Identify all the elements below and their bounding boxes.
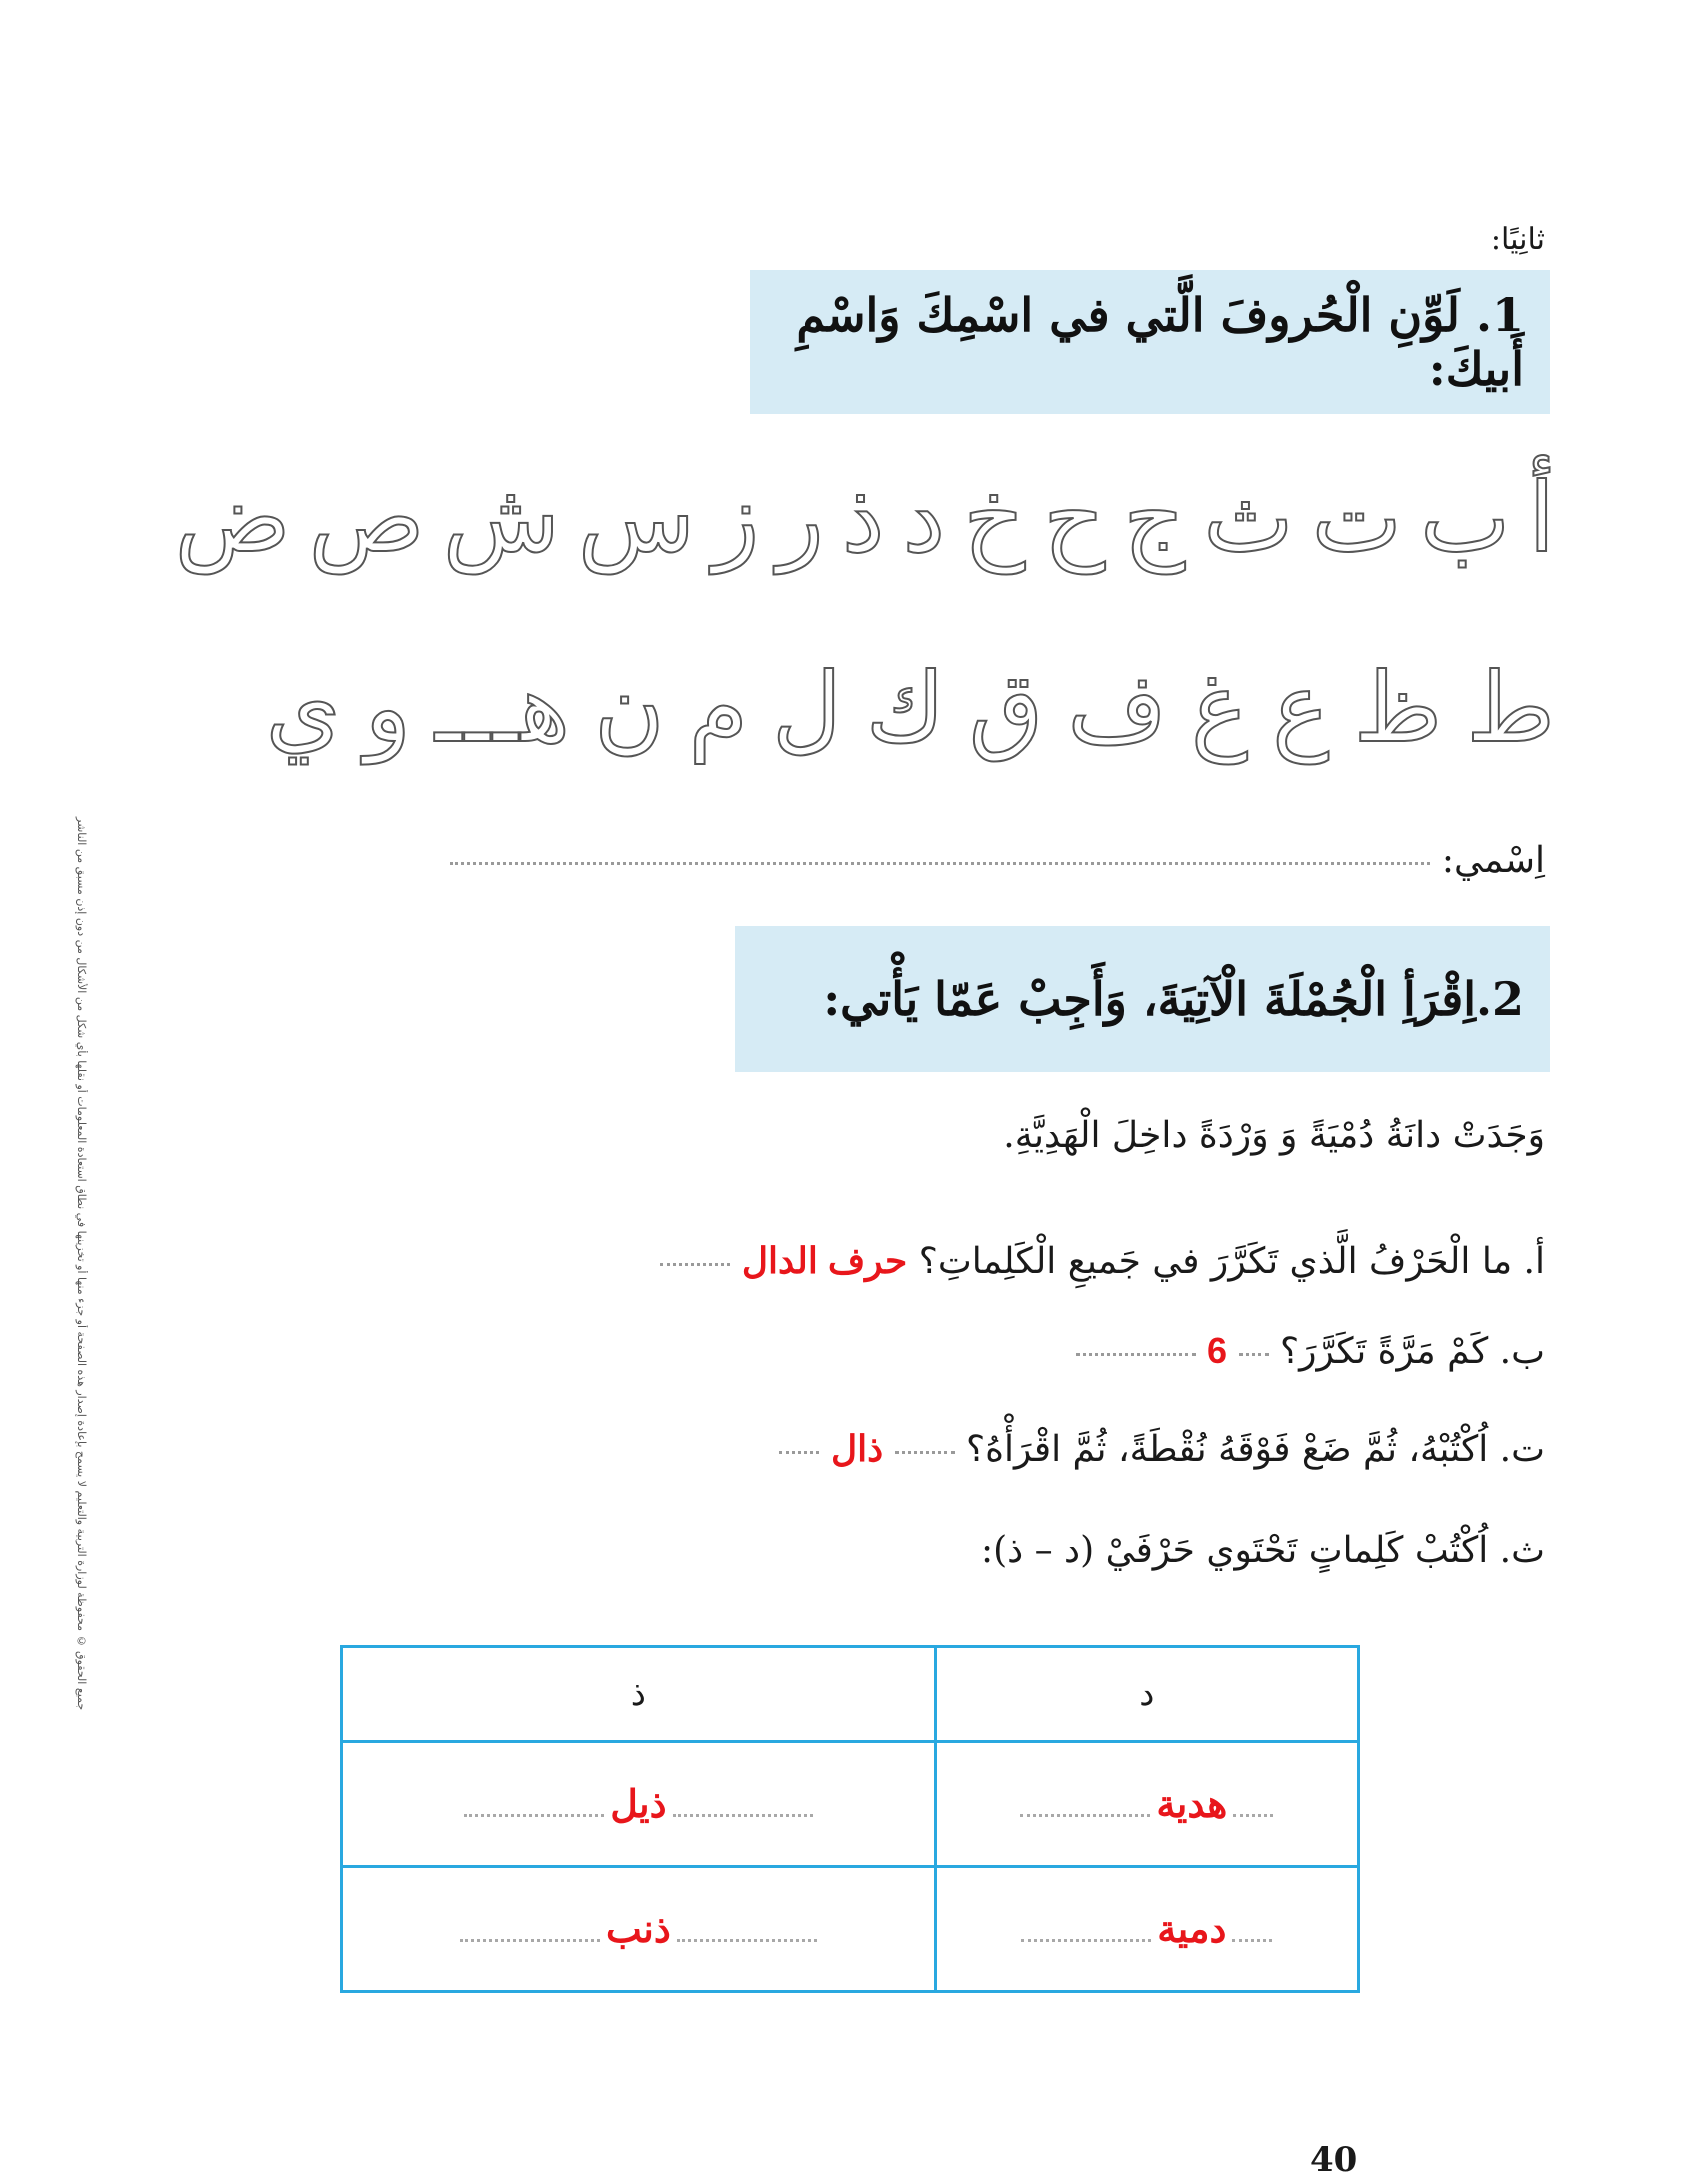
question-2d (981, 1530, 1545, 1571)
outline-letter[interactable]: و (364, 652, 412, 764)
outline-letter[interactable]: ج (1123, 462, 1186, 574)
table-header-dal: د (935, 1647, 1358, 1742)
answer-dots (1020, 1814, 1150, 1817)
cell-answer: ذنب (605, 1908, 671, 1951)
question-2-title: 2.اِقْرَأِ الْجُمْلَةَ الْآتِيَةَ، وَأَجِبْ عَمّا يَأْتي: (823, 972, 1524, 1026)
outline-letter[interactable]: ر (777, 462, 824, 574)
table-cell[interactable] (935, 1742, 1358, 1867)
question-2c-text: ت. اُكْتُبْهُ، ثُمَّ ضَعْ فَوْقَهُ نُقْطَةً، ثُمَّ اقْرَأْهُ؟ (966, 1429, 1545, 1470)
outline-letter[interactable]: ب (1419, 462, 1511, 574)
answer-dots (460, 1939, 600, 1942)
name-line (450, 840, 1545, 881)
outline-letter[interactable]: ن (594, 652, 665, 764)
outline-letter[interactable]: م (688, 652, 748, 764)
table-row (342, 1742, 1359, 1867)
outline-letter[interactable]: ذ (841, 462, 885, 574)
name-label: اِسْمي: (1441, 840, 1545, 881)
question-1-banner (750, 270, 1550, 414)
answer-dots (895, 1451, 955, 1454)
outline-letter[interactable]: ح (1043, 462, 1106, 574)
cell-content (464, 1782, 812, 1827)
outline-letter[interactable]: د (902, 462, 946, 574)
cell-content (1021, 1907, 1272, 1952)
reading-sentence: وَجَدَتْ دانَةُ دُمْيَةً وَ وَرْدَةً داخِلَ الْهَدِيَّةِ. (1003, 1115, 1545, 1156)
outline-letter[interactable]: ط (1466, 652, 1555, 764)
question-2a-text: أ. ما الْحَرْفُ الَّذي تَكَرَّرَ في جَميعِ الْكَلِماتِ؟ (918, 1241, 1545, 1282)
table-header-row (342, 1647, 1359, 1742)
outline-letter[interactable]: ك (865, 652, 945, 764)
words-table (340, 1645, 1360, 1993)
answer-dots (1239, 1353, 1269, 1356)
cell-answer: دمية (1157, 1908, 1227, 1951)
outline-letter[interactable]: ش (442, 462, 560, 574)
outline-letter[interactable]: ي (265, 652, 341, 764)
outline-letter[interactable]: ق (968, 652, 1044, 764)
question-1-title: 1. لَوِّنِ الْحُروفَ الَّتي في اسْمِكَ وَاسْمِ أَبيكَ: (796, 288, 1524, 396)
answer-dots (1233, 1814, 1273, 1817)
answer-dots (1076, 1353, 1196, 1356)
question-2d-text: ث. اُكْتُبْ كَلِماتٍ تَحْتَوي حَرْفَيْ (د – ذ): (980, 1530, 1545, 1571)
question-2c (779, 1428, 1545, 1470)
outline-letter[interactable]: ز (713, 462, 760, 574)
table-header-dhal: ذ (342, 1647, 936, 1742)
outline-letter[interactable]: ص (308, 462, 425, 574)
cell-answer: هدية (1156, 1783, 1228, 1826)
outline-letter[interactable]: ف (1067, 652, 1167, 764)
table-cell[interactable] (935, 1867, 1358, 1992)
answer-dots (677, 1939, 817, 1942)
outline-letter[interactable]: أ (1528, 462, 1555, 574)
table-cell[interactable] (342, 1867, 936, 1992)
outline-letter[interactable]: غ (1190, 652, 1249, 764)
section-label: ثانِيًا: (1490, 222, 1545, 257)
outline-letter[interactable]: هـــ (435, 652, 571, 764)
table-row (342, 1867, 1359, 1992)
question-2c-answer[interactable]: ذال (830, 1428, 884, 1469)
page-number: 40 (1310, 2140, 1358, 2180)
cell-content (1020, 1782, 1273, 1827)
answer-dots (464, 1814, 604, 1817)
copyright-side-note: جميع الحقوق © محفوظة لوزارة التربية والتعليم لا يسمح بإعادة إصدار هذه الصفحة أو جزء منها أو تخزينها في نطاق استعادة المعلومات أو نقلها بأي شكل من الأشكال من دون إذن مسبق من الناشر (75, 816, 88, 1710)
letters-row-1 (135, 462, 1555, 574)
cell-answer: ذيل (610, 1783, 667, 1826)
outline-letter[interactable]: ت (1311, 462, 1402, 574)
answer-dots (660, 1263, 730, 1266)
question-2a (660, 1240, 1545, 1282)
answer-dots (1021, 1939, 1151, 1942)
outline-letter[interactable]: خ (963, 462, 1026, 574)
answer-dots (1232, 1939, 1272, 1942)
letters-row-2 (135, 652, 1555, 764)
question-2a-answer[interactable]: حرف الدال (741, 1240, 908, 1281)
cell-content (460, 1907, 817, 1952)
table-cell[interactable] (342, 1742, 936, 1867)
outline-letter[interactable]: ث (1203, 462, 1294, 574)
outline-letter[interactable]: ض (174, 462, 291, 574)
answer-dots (779, 1451, 819, 1454)
outline-letter[interactable]: ل (772, 652, 842, 764)
question-2b (1076, 1330, 1545, 1372)
outline-letter[interactable]: ع (1272, 652, 1330, 764)
question-2-banner (735, 926, 1550, 1072)
name-answer-dots[interactable] (450, 862, 1430, 865)
outline-letter[interactable]: س (577, 462, 696, 574)
question-2b-text: ب. كَمْ مَرَّةً تَكَرَّرَ؟ (1279, 1331, 1545, 1372)
answer-dots (673, 1814, 813, 1817)
outline-letter[interactable]: ظ (1353, 652, 1443, 764)
question-2b-answer[interactable]: 6 (1207, 1330, 1228, 1371)
